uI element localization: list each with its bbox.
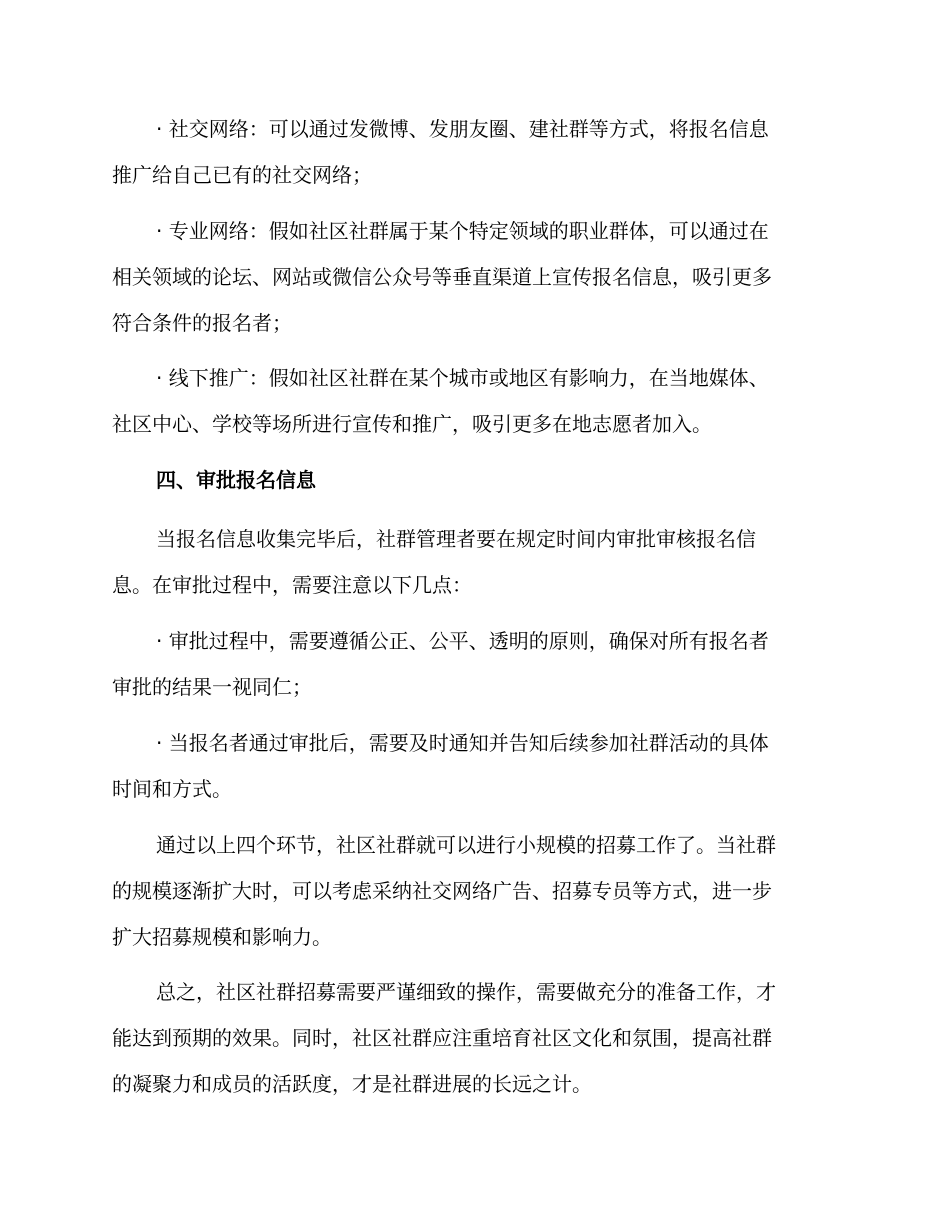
text-line: · 审批过程中，需要遵循公正、公平、透明的原则，确保对所有报名者 [156, 629, 769, 653]
bullet-fairness [112, 618, 838, 710]
text-line: 推广给自己已有的社交网络； [112, 163, 372, 187]
text-line: 社区中心、学校等场所进行宣传和推广，吸引更多在地志愿者加入。 [112, 412, 712, 436]
bullet-social-network [112, 106, 838, 198]
text-line: 相关领域的论坛、网站或微信公众号等垂直渠道上宣传报名信息，吸引更多 [112, 265, 772, 289]
text-line: · 社交网络：可以通过发微博、发朋友圈、建社群等方式，将报名信息 [156, 117, 769, 141]
conclusion [112, 969, 838, 1107]
text-line: · 当报名者通过审批后，需要及时通知并告知后续参加社群活动的具体 [156, 731, 769, 755]
text-line: 时间和方式。 [112, 777, 232, 801]
text-line: 当报名信息收集完毕后，社群管理者要在规定时间内审批审核报名信 [156, 527, 756, 551]
bullet-professional-network [112, 208, 838, 346]
bullet-notification [112, 720, 838, 812]
section-heading: 四、审批报名信息 [156, 468, 316, 492]
text-line: 能达到预期的效果。同时，社区社群应注重培育社区文化和氛围，提高社群 [112, 1026, 772, 1050]
text-line: 审批的结果一视同仁； [112, 675, 312, 699]
summary-four-steps [112, 822, 838, 960]
text-line: 符合条件的报名者； [112, 311, 292, 335]
text-line: · 专业网络：假如社区社群属于某个特定领域的职业群体，可以通过在 [156, 219, 769, 243]
text-line: 总之，社区社群招募需要严谨细致的操作，需要做充分的准备工作，才 [156, 980, 776, 1004]
bullet-offline-promotion [112, 355, 838, 447]
text-line: 的凝聚力和成员的活跃度，才是社群进展的长远之计。 [112, 1072, 592, 1096]
text-line: 扩大招募规模和影响力。 [112, 925, 332, 949]
text-line: 息。在审批过程中，需要注意以下几点： [112, 573, 472, 597]
section-heading-approval [112, 457, 838, 503]
text-line: 的规模逐渐扩大时，可以考虑采纳社交网络广告、招募专员等方式，进一步 [112, 879, 772, 903]
text-line: · 线下推广：假如社区社群在某个城市或地区有影响力，在当地媒体、 [156, 366, 769, 390]
text-line: 通过以上四个环节，社区社群就可以进行小规模的招募工作了。当社群 [156, 833, 776, 857]
approval-intro [112, 516, 838, 608]
